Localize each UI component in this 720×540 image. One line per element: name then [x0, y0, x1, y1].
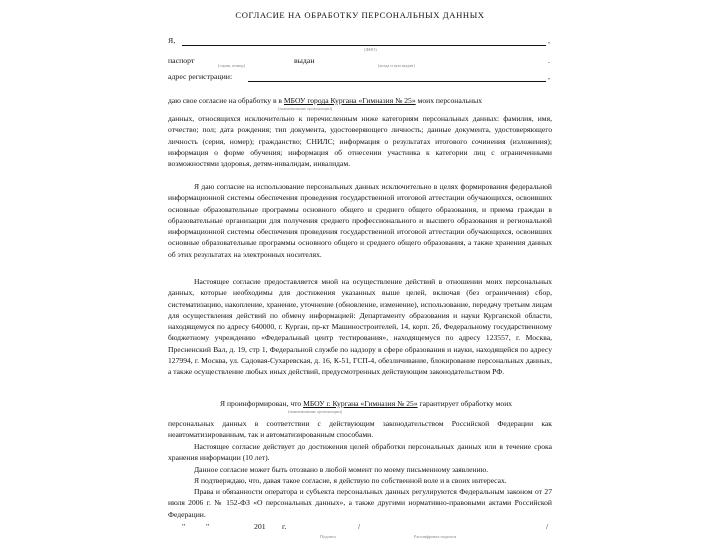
rights-paragraph: Права и обязанности оператора и субъекта персональных данных регулируются Федеральным законом от 27 июля 2006 г. № 152-ФЗ «О персональных данных», а также другими нормативно-правовыми актами Российской Федерации. [168, 487, 552, 519]
purpose-paragraph: Я даю согласие на использование персональных данных исключительно в целях формирования федеральной информационной системы обеспечения проведения государственной итоговой аттестации обучающихся, освоивших основные образовательные программы основного общего и среднего общего образования, и приема граждан в образовательные организации для получения среднего профессионального и высшего образования и региональной информационной системы обеспечения проведения государственной итоговой аттестации обучающихся, освоивших основные образовательные программы основного общего и среднего общего образования, а также хранения данных об этих результатах на электронных носителях. [168, 182, 552, 259]
signature-slash-1: / [358, 522, 361, 531]
informed-after: гарантирует обработку моих [419, 399, 513, 408]
issued-field[interactable] [324, 65, 544, 66]
informed-row [168, 399, 552, 408]
passport-label: паспорт [168, 56, 195, 65]
actions-paragraph: Настоящее согласие предоставляется мной на осуществление действий в отношении моих персональных данных, которые необходимы для достижения указанных выше целей, включая (без ограничения) сбор, систематизацию, накопление, хранение, уточнение (обновление, изменение), использование, передачу третьим лицам для осуществления действий по обмену информацией: Департаменту образования и науки Курганской области, находящемуся по адресу 640000, г. Курган, пр-кт Машиностроителей, 14, корп. 2б, Федеральному государственному бюджетному учреждению «Федеральный центр тестирования», находящемуся по адресу 123557, г. Москва, Пресненский Вал, д. 19, стр 1, Федеральной службе по надзору в сфере образования и науки, находящейся по адресу 127994, г. Москва, ул. Садовая-Сухаревская, д. 16, К-51, ГСП-4, обезличивание, блокирование персональных данных, а также осуществление любых иных действий, предусмотренных действующим законодательством РФ. [168, 277, 552, 377]
informed-org-hint: (наименование организации) [288, 409, 343, 414]
consent-document [168, 0, 552, 540]
fio-field[interactable] [182, 45, 546, 46]
date-quote-open: " [182, 522, 186, 531]
fio-row [168, 36, 552, 45]
address-comma: , [548, 72, 550, 81]
issued-label: выдан [294, 56, 315, 65]
signature-hint: Подпись [320, 534, 337, 539]
address-label: адрес регистрации: [168, 72, 233, 81]
address-field[interactable] [248, 81, 546, 82]
informed-before: Я проинформирован, что [220, 399, 302, 408]
date-quote-close: " [206, 522, 210, 531]
address-row [168, 72, 552, 81]
fio-hint: (ФИО) [364, 47, 377, 52]
data-categories-paragraph: данных, относящихся исключительно к перечисленным ниже категориям персональных данных: фамилия, имя, отчество; пол; дата рождения; тип документа, удостоверяющего личность; данные документа, удостоверяющего личность (серия, номер); гражданство; СНИЛС; информация о результатах итогового сочинения (изложения); информация о форме обучения; информация об отнесении участника к категории лиц с ограниченными возможностями здоровья, детям-инвалидам, инвалидам. [168, 114, 552, 169]
informed-continuation: персональных данных в соответствии с действующим законодательством Российской Федерации как неавтоматизированным, так и автоматизированным способами. [168, 419, 552, 440]
date-year-suffix: г. [282, 522, 287, 531]
consent-organization: МБОУ города Кургана «Гимназия № 25» [283, 96, 416, 105]
validity-paragraph: Настоящее согласие действует до достижения целей обработки персональных данных или в течение срока хранения информации (10 лет). [168, 442, 552, 463]
document-title: СОГЛАСИЕ НА ОБРАБОТКУ ПЕРСОНАЛЬНЫХ ДАННЫХ [235, 10, 485, 20]
consent-org-hint: (наименование организации) [278, 106, 333, 111]
signature-name-hint: Расшифровка подписи [414, 534, 457, 539]
fio-comma: , [548, 36, 550, 45]
consent-intro-after: моих персональных [417, 96, 483, 105]
passport-dot: . [548, 56, 550, 65]
revocation-paragraph: Данное согласие может быть отозвано в любой момент по моему письменному заявлению. [194, 465, 489, 474]
date-year[interactable]: 201 [254, 522, 266, 531]
confirmation-paragraph: Я подтверждаю, что, давая такое согласие, я действую по собственной воле и в своих интересах. [194, 476, 507, 485]
consent-intro-before: даю свое согласие на обработку в в [168, 96, 283, 105]
signature-slash-2: / [546, 522, 549, 531]
consent-intro [168, 96, 552, 105]
issued-hint: (когда и кем выдан) [378, 63, 415, 68]
series-hint: (серия, номер) [218, 63, 246, 68]
informed-organization: МБОУ г. Кургана «Гимназия № 25» [303, 399, 418, 408]
i-label: Я, [168, 36, 176, 45]
